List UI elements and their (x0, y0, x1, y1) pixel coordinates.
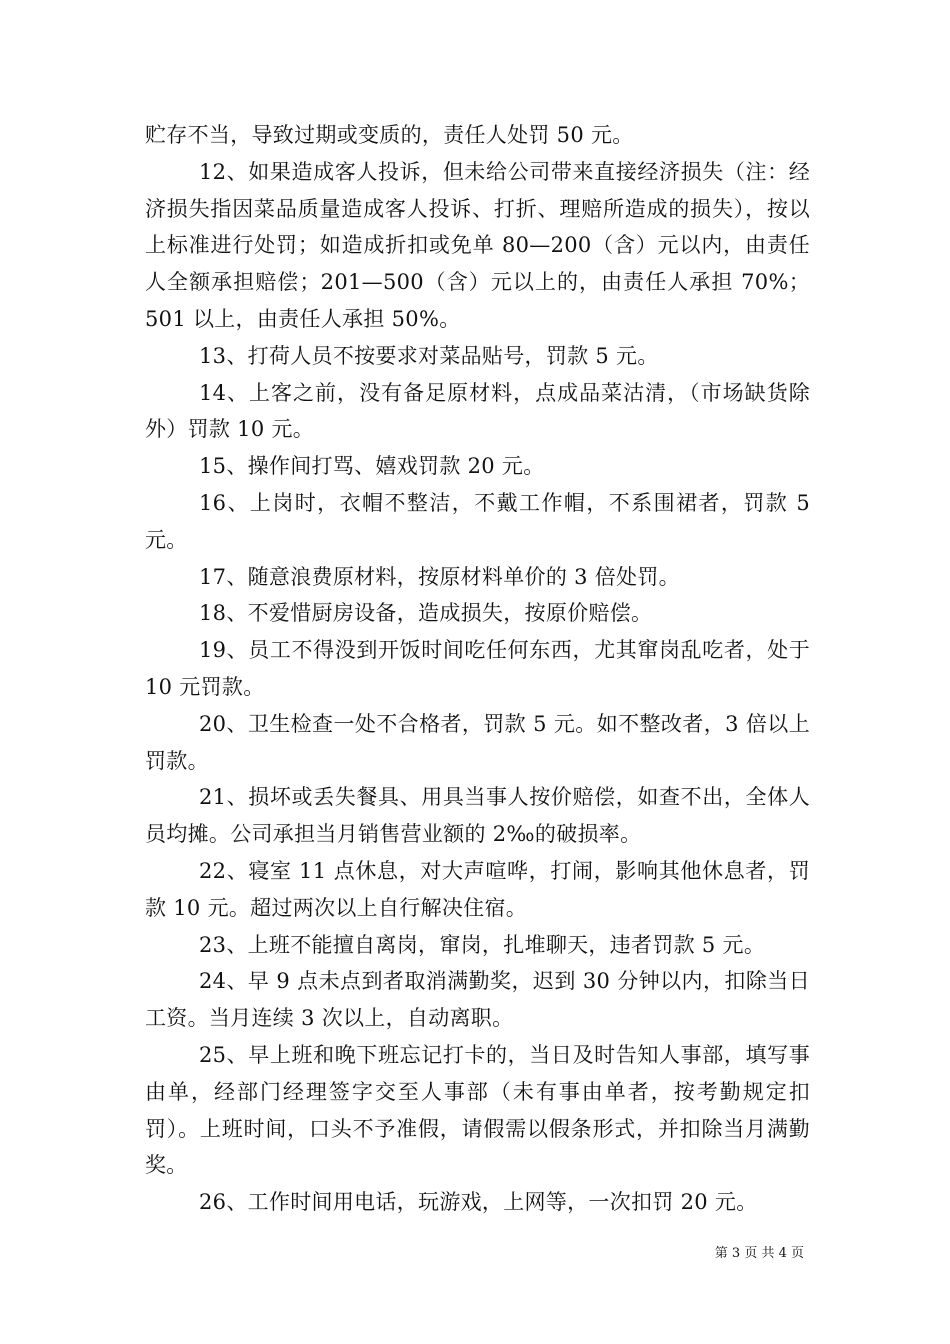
paragraph-continuation: 贮存不当，导致过期或变质的，责任人处罚 50 元。 (145, 123, 634, 147)
rule-item-18: 18、不爱惜厨房设备，造成损失，按原价赔偿。 (199, 601, 653, 626)
rule-item-24: 24、早 9 点未点到者取消满勤奖，迟到 30 分钟以内，扣除当日工资。当月连续 3 次以上，自动离职。 (145, 969, 810, 1031)
rule-item-26: 26、工作时间用电话，玩游戏，上网等，一次扣罚 20 元。 (199, 1190, 758, 1215)
rule-item-25: 25、早上班和晚下班忘记打卡的，当日及时告知人事部，填写事由单，经部门经理签字交至人事部（未有事由单者，按考勤规定扣罚）。上班时间，口头不予准假，请假需以假条形式，并扣除当月满勤奖。 (145, 1042, 810, 1178)
rule-item-17: 17、随意浪费原材料，按原材料单价的 3 倍处罚。 (199, 564, 680, 589)
rule-item-13: 13、打荷人员不按要求对菜品贴号，罚款 5 元。 (199, 343, 659, 368)
document-body (145, 117, 810, 1221)
rule-item-15: 15、操作间打骂、嬉戏罚款 20 元。 (199, 454, 545, 479)
rule-item-12: 12、如果造成客人投诉，但未给公司带来直接经济损失（注：经济损失指因菜品质量造成客人投诉、打折、理赔所造成的损失），按以上标准进行处罚；如造成折扣或免单 80—200（含）元以内，由责任人全额承担赔偿；201—500（含）元以上的，由责任人承担 70%；501 以上，由责任人承担 50%。 (145, 159, 810, 331)
page-number: 第 3 页 共 4 页 (714, 1246, 804, 1261)
rule-item-19: 19、员工不得没到开饭时间吃任何东西，尤其窜岗乱吃者，处于 10 元罚款。 (145, 638, 810, 699)
rule-item-22: 22、寝室 11 点休息，对大声喧哗，打闹，影响其他休息者，罚款 10 元。超过两次以上自行解决住宿。 (145, 858, 810, 920)
rule-item-23: 23、上班不能擅自离岗，窜岗，扎堆聊天，违者罚款 5 元。 (199, 932, 766, 957)
rule-item-16: 16、上岗时，衣帽不整洁，不戴工作帽，不系围裙者，罚款 5 元。 (145, 490, 810, 552)
rule-item-21: 21、损坏或丢失餐具、用具当事人按价赔偿，如查不出，全体人员均摊。公司承担当月销售营业额的 2‰的破损率。 (145, 785, 810, 847)
rule-item-14: 14、上客之前，没有备足原材料，点成品菜沽清，（市场缺货除外）罚款 10 元。 (145, 380, 810, 442)
rule-item-20: 20、卫生检查一处不合格者，罚款 5 元。如不整改者，3 倍以上罚款。 (145, 711, 810, 773)
